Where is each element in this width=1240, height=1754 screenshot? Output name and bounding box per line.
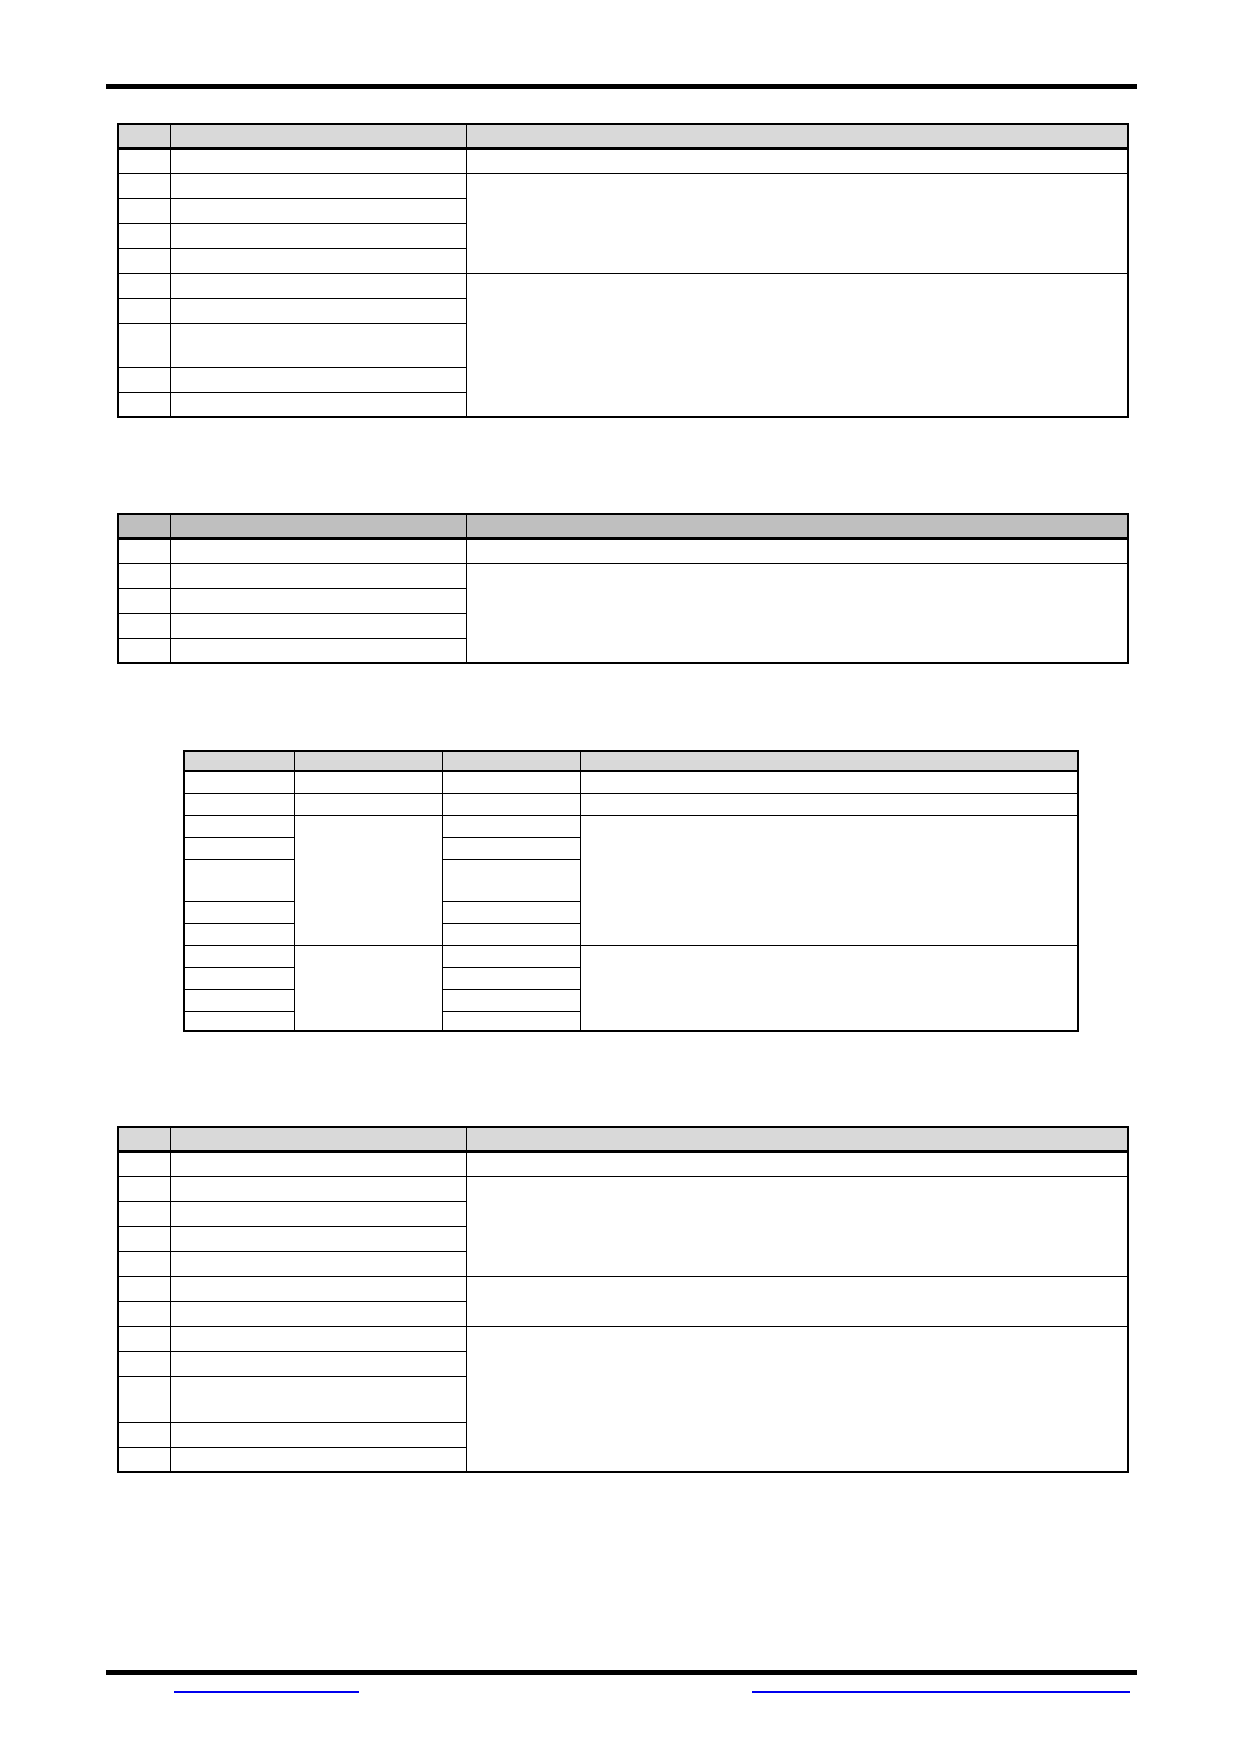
table-row (118, 1276, 1128, 1301)
table-cell (118, 323, 170, 367)
table-cell (294, 771, 442, 793)
table-row (184, 815, 1078, 837)
table-cell (466, 148, 1128, 173)
table-cell (184, 793, 294, 815)
table-cell (580, 793, 1078, 815)
header-cell-no (118, 514, 170, 538)
table-cell (184, 859, 294, 901)
header-cell-no (118, 1127, 170, 1151)
table-cell (442, 901, 580, 923)
merged-cell (294, 945, 442, 1031)
table-cell (118, 1422, 170, 1447)
merged-description-cell (466, 1276, 1128, 1326)
table-cell (118, 1226, 170, 1251)
table-row (118, 1151, 1128, 1176)
header-cell-1 (184, 751, 294, 771)
table-cell (170, 1276, 466, 1301)
table-cell (170, 148, 466, 173)
table-cell (170, 1351, 466, 1376)
table-cell (170, 638, 466, 663)
table-cell (118, 367, 170, 392)
table-row (184, 793, 1078, 815)
table-cell (170, 1301, 466, 1326)
table-cell (118, 588, 170, 613)
table-cell (442, 837, 580, 859)
table-cell (118, 613, 170, 638)
table-cell (184, 771, 294, 793)
table-cell (442, 945, 580, 967)
table-cell (170, 1151, 466, 1176)
table-cell (118, 1251, 170, 1276)
table-cell (118, 1301, 170, 1326)
table-cell (442, 1011, 580, 1031)
table-cell (442, 815, 580, 837)
table-cell (118, 148, 170, 173)
header-cell-3 (442, 751, 580, 771)
table-cell (170, 223, 466, 248)
table-cell (118, 273, 170, 298)
table-cell (170, 198, 466, 223)
table-cell (118, 198, 170, 223)
header-cell-name (170, 514, 466, 538)
table-cell (170, 323, 466, 367)
merged-description-cell (466, 1176, 1128, 1276)
footer-link-right[interactable] (752, 1691, 1130, 1693)
table-cell (184, 1011, 294, 1031)
table-row (118, 148, 1128, 173)
table-cell (118, 223, 170, 248)
table-cell (442, 771, 580, 793)
table-4 (117, 1126, 1129, 1473)
table-header-row (118, 514, 1128, 538)
table-cell (184, 989, 294, 1011)
table-cell (118, 563, 170, 588)
table-cell (118, 298, 170, 323)
table-cell (442, 859, 580, 901)
merged-description-cell (466, 173, 1128, 273)
footer-link-left[interactable] (174, 1691, 359, 1693)
table-cell (118, 248, 170, 273)
table-header-row (184, 751, 1078, 771)
table-cell (170, 1326, 466, 1351)
table-header-row (118, 1127, 1128, 1151)
table-cell (118, 1176, 170, 1201)
merged-description-cell (580, 815, 1078, 945)
table-row (118, 173, 1128, 198)
table-row (118, 563, 1128, 588)
table-cell (184, 815, 294, 837)
table-row (184, 945, 1078, 967)
table-cell (170, 392, 466, 417)
table-cell (170, 298, 466, 323)
merged-description-cell (580, 945, 1078, 1031)
table-cell (170, 613, 466, 638)
table-cell (170, 1422, 466, 1447)
table-1 (117, 123, 1129, 418)
table-cell (184, 837, 294, 859)
table-cell (170, 367, 466, 392)
merged-description-cell (466, 273, 1128, 417)
table-cell (170, 1447, 466, 1472)
header-cell-no (118, 124, 170, 148)
table-2 (117, 513, 1129, 664)
table-row (184, 771, 1078, 793)
table-cell (118, 392, 170, 417)
header-rule (106, 84, 1137, 89)
table-row (118, 273, 1128, 298)
header-cell-name (170, 1127, 466, 1151)
table-cell (170, 1176, 466, 1201)
table-cell (118, 1151, 170, 1176)
table-row (118, 538, 1128, 563)
footer-rule (106, 1670, 1137, 1675)
header-cell-2 (294, 751, 442, 771)
table-cell (184, 945, 294, 967)
table-cell (118, 173, 170, 198)
table-cell (118, 1326, 170, 1351)
table-cell (118, 1447, 170, 1472)
header-cell-description (466, 514, 1128, 538)
table-cell (170, 588, 466, 613)
merged-cell (294, 815, 442, 945)
merged-description-cell (466, 1326, 1128, 1472)
table-cell (184, 901, 294, 923)
table-cell (170, 1251, 466, 1276)
table-cell (442, 793, 580, 815)
table-cell (118, 1276, 170, 1301)
table-cell (118, 1351, 170, 1376)
table-cell (442, 989, 580, 1011)
table-cell (170, 538, 466, 563)
table-cell (170, 1201, 466, 1226)
header-cell-description (466, 1127, 1128, 1151)
table-cell (466, 538, 1128, 563)
table-cell (442, 923, 580, 945)
header-cell-name (170, 124, 466, 148)
table-3 (183, 750, 1079, 1032)
header-cell-description (466, 124, 1128, 148)
table-cell (466, 1151, 1128, 1176)
table-cell (442, 967, 580, 989)
table-cell (170, 1226, 466, 1251)
table-cell (118, 638, 170, 663)
table-cell (184, 923, 294, 945)
table-cell (170, 1376, 466, 1422)
table-row (118, 1176, 1128, 1201)
table-header-row (118, 124, 1128, 148)
table-cell (170, 248, 466, 273)
merged-description-cell (466, 563, 1128, 663)
table-cell (170, 273, 466, 298)
table-cell (170, 563, 466, 588)
header-cell-4 (580, 751, 1078, 771)
table-cell (580, 771, 1078, 793)
table-cell (118, 538, 170, 563)
table-row (118, 1326, 1128, 1351)
table-cell (184, 967, 294, 989)
table-cell (170, 173, 466, 198)
table-cell (118, 1201, 170, 1226)
table-cell (294, 793, 442, 815)
table-cell (118, 1376, 170, 1422)
